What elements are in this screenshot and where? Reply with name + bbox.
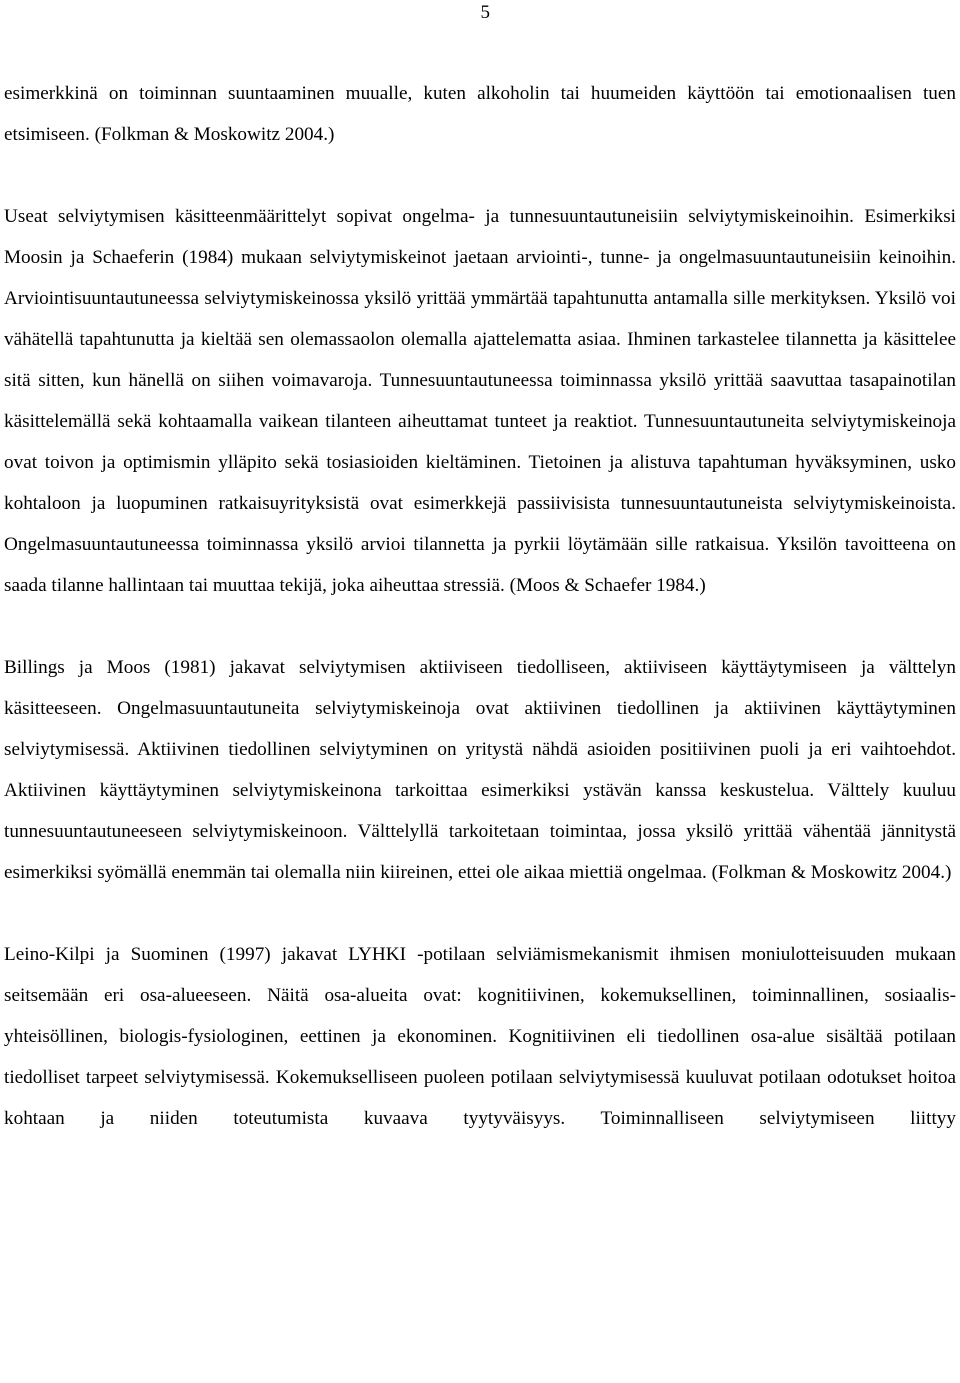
page-number: 5: [480, 2, 490, 23]
paragraph-3: Billings ja Moos (1981) jakavat selviytymisen aktiiviseen tiedolliseen, aktiiviseen käyttäytymiseen ja välttelyn käsitteeseen. Ongelmasuuntautuneita selviytymiskeinoja ovat aktiivinen tiedollinen ja aktiivinen käyttäytyminen selviytymisessä. Aktiivinen tiedollinen selviytyminen on yritystä nähdä asioiden positiivinen puoli ja eri vaihtoehdot. Aktiivinen käyttäytyminen selviytymiskeinona tarkoittaa esimerkiksi ystävän kanssa keskustelua. Välttely kuuluu tunnesuuntautuneeseen selviytymiskeinoon. Välttelyllä tarkoitetaan toimintaa, jossa yksilö yrittää vähentää jännitystä esimerkiksi syömällä enemmän tai olemalla niin kiireinen, ettei ole aikaa miettiä ongelmaa. (Folkman & Moskowitz 2004.): [4, 657, 956, 883]
paragraph-gap: [4, 155, 956, 196]
document-body: [4, 73, 956, 1139]
paragraph-2: Useat selviytymisen käsitteenmäärittelyt sopivat ongelma- ja tunnesuuntautuneisiin selviytymiskeinoihin. Esimerkiksi Moosin ja Schaeferin (1984) mukaan selviytymiskeinot jaetaan arviointi-, tunne- ja ongelmasuuntautuneisiin keinoihin. Arviointisuuntautuneessa selviytymiskeinossa yksilö yrittää ymmärtää tapahtunutta antamalla sille merkityksen. Yksilö voi vähätellä tapahtunutta ja kieltää sen olemassaolon olemalla ajattelematta asiaa. Ihminen tarkastelee tilannetta ja käsittelee sitä sitten, kun hänellä on siihen voimavaroja. Tunnesuuntautuneessa toiminnassa yksilö yrittää saavuttaa tasapainotilan käsittelemällä sekä kohtaamalla vaikean tilanteen aiheuttamat tunteet ja reaktiot. Tunnesuuntautuneita selviytymiskeinoja ovat toivon ja optimismin ylläpito sekä tosiasioiden kieltäminen. Tietoinen ja alistuva tapahtuman hyväksyminen, usko kohtaloon ja luopuminen ratkaisuyrityksistä ovat esimerkkejä passiivisista tunnesuuntautuneista selviytymiskeinoista. Ongelmasuuntautuneessa toiminnassa yksilö arvioi tilannetta ja pyrkii löytämään sille ratkaisua. Yksilön tavoitteena on saada tilanne hallintaan tai muuttaa tekijä, joka aiheuttaa stressiä. (Moos & Schaefer 1984.): [4, 206, 956, 596]
paragraph-gap: [4, 606, 956, 647]
paragraph-1: esimerkkinä on toiminnan suuntaaminen muualle, kuten alkoholin tai huumeiden käyttöön tai emotionaalisen tuen etsimiseen. (Folkman & Moskowitz 2004.): [4, 83, 956, 145]
paragraph-gap: [4, 893, 956, 934]
paragraph-4: Leino-Kilpi ja Suominen (1997) jakavat LYHKI -potilaan selviämismekanismit ihmisen moniulotteisuuden mukaan seitsemään eri osa-alueeseen. Näitä osa-alueita ovat: kognitiivinen, kokemuksellinen, toiminnallinen, sosiaalis-yhteisöllinen, biologis-fysiologinen, eettinen ja ekonominen. Kognitiivinen eli tiedollinen osa-alue sisältää potilaan tiedolliset tarpeet selviytymisessä. Kokemukselliseen puoleen potilaan selviytymisessä kuuluvat potilaan odotukset hoitoa kohtaan ja niiden toteutumista kuvaava tyytyväisyys. Toiminnalliseen selviytymiseen liittyy: [4, 944, 956, 1129]
